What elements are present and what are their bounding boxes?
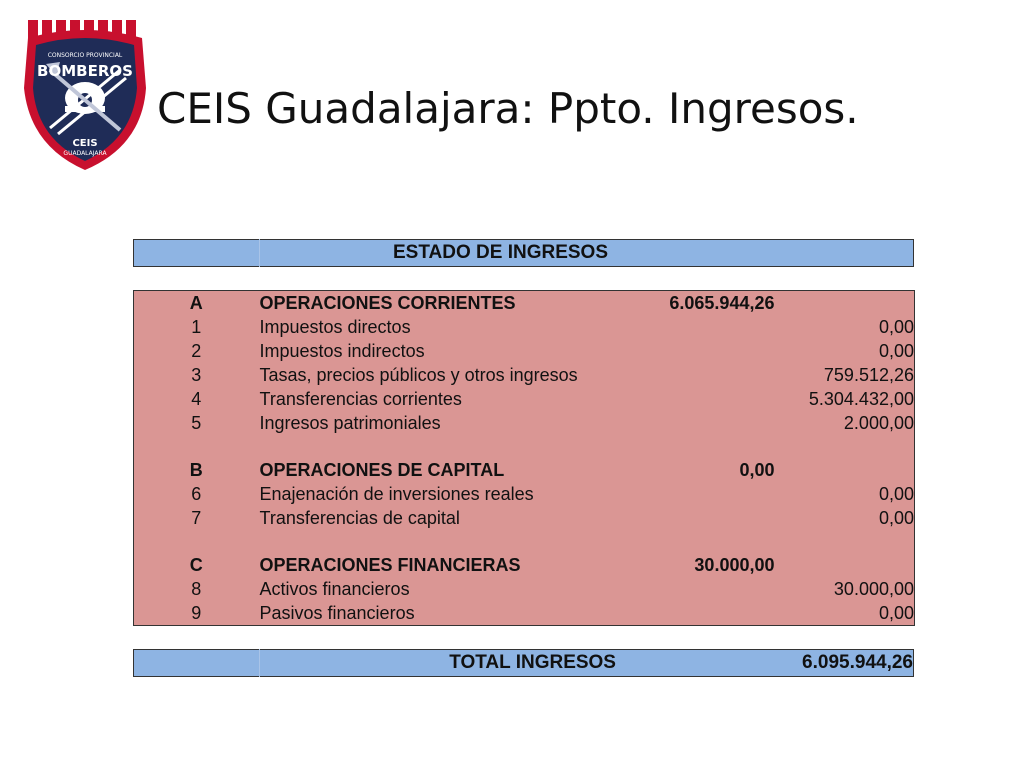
- row-amount: 0,00: [878, 508, 914, 528]
- row-code: 5: [191, 413, 202, 433]
- total-value: 6.095.944,26: [802, 652, 913, 673]
- row-amount: 30.000,00: [833, 579, 914, 599]
- row-description: Ingresos patrimoniales: [259, 413, 441, 433]
- table-row: [134, 363, 915, 387]
- table-row: [134, 411, 915, 435]
- group-name: OPERACIONES FINANCIERAS: [259, 555, 521, 575]
- income-table: [133, 290, 915, 626]
- group-name: OPERACIONES DE CAPITAL: [259, 460, 505, 480]
- row-empty-cell: [651, 601, 775, 626]
- table-row: [134, 577, 915, 601]
- group-empty-cell: [775, 553, 915, 577]
- logo-city-text: GUADALAJARA: [63, 150, 107, 157]
- row-empty-cell: [651, 411, 775, 435]
- group-code: C: [189, 555, 203, 575]
- group-subtotal: 30.000,00: [694, 555, 775, 575]
- group-row: [134, 458, 915, 482]
- income-header-bar: [133, 239, 914, 267]
- table-row: [134, 339, 915, 363]
- group-empty-cell: [775, 291, 915, 316]
- table-row: [134, 387, 915, 411]
- bomberos-logo: [20, 18, 150, 174]
- logo-top-text: CONSORCIO PROVINCIAL: [47, 52, 123, 59]
- row-amount: 0,00: [878, 341, 914, 361]
- row-description: Activos financieros: [259, 579, 410, 599]
- row-amount: 0,00: [878, 317, 914, 337]
- group-subtotal: 0,00: [739, 460, 775, 480]
- row-empty-cell: [651, 387, 775, 411]
- row-description: Impuestos indirectos: [259, 341, 425, 361]
- group-code: A: [189, 293, 203, 313]
- total-left-cell: [134, 650, 260, 677]
- group-spacer: [134, 530, 915, 553]
- row-amount: 5.304.432,00: [808, 389, 914, 409]
- row-empty-cell: [651, 577, 775, 601]
- group-row: [134, 553, 915, 577]
- total-label: TOTAL INGRESOS: [449, 652, 616, 673]
- table-row: [134, 506, 915, 530]
- row-amount: 0,00: [878, 484, 914, 504]
- group-spacer: [134, 435, 915, 458]
- row-amount: 759.512,26: [823, 365, 914, 385]
- table-row: [134, 315, 915, 339]
- row-amount: 2.000,00: [843, 413, 914, 433]
- logo-ceis-text: CEIS: [72, 138, 98, 149]
- row-empty-cell: [651, 363, 775, 387]
- row-code: 6: [191, 484, 202, 504]
- group-empty-cell: [775, 458, 915, 482]
- row-description: Pasivos financieros: [259, 603, 415, 623]
- logo-brand-text: BOMBEROS: [37, 62, 133, 80]
- row-code: 2: [191, 341, 202, 361]
- row-description: Transferencias de capital: [259, 508, 460, 528]
- row-description: Enajenación de inversiones reales: [259, 484, 534, 504]
- row-description: Impuestos directos: [259, 317, 411, 337]
- row-code: 7: [191, 508, 202, 528]
- row-empty-cell: [651, 315, 775, 339]
- row-empty-cell: [651, 482, 775, 506]
- row-code: 1: [191, 317, 202, 337]
- income-header-title: ESTADO DE INGRESOS: [393, 242, 609, 263]
- group-code: B: [189, 460, 203, 480]
- row-code: 3: [191, 365, 202, 385]
- table-row: [134, 482, 915, 506]
- row-code: 8: [191, 579, 202, 599]
- row-description: Transferencias corrientes: [259, 389, 462, 409]
- row-code: 4: [191, 389, 202, 409]
- slide-title: CEIS Guadalajara: Ppto. Ingresos.: [157, 84, 859, 133]
- total-bar: [133, 649, 914, 677]
- group-row: [134, 291, 915, 316]
- header-cell: [260, 240, 914, 267]
- income-rows: [134, 291, 915, 626]
- row-amount: 0,00: [878, 603, 914, 623]
- row-code: 9: [191, 603, 202, 623]
- row-empty-cell: [651, 506, 775, 530]
- group-subtotal: 6.065.944,26: [669, 293, 775, 313]
- table-row: [134, 601, 915, 626]
- header-left-cell: [134, 240, 260, 267]
- row-description: Tasas, precios públicos y otros ingresos: [259, 365, 578, 385]
- row-empty-cell: [651, 339, 775, 363]
- group-name: OPERACIONES CORRIENTES: [259, 293, 516, 313]
